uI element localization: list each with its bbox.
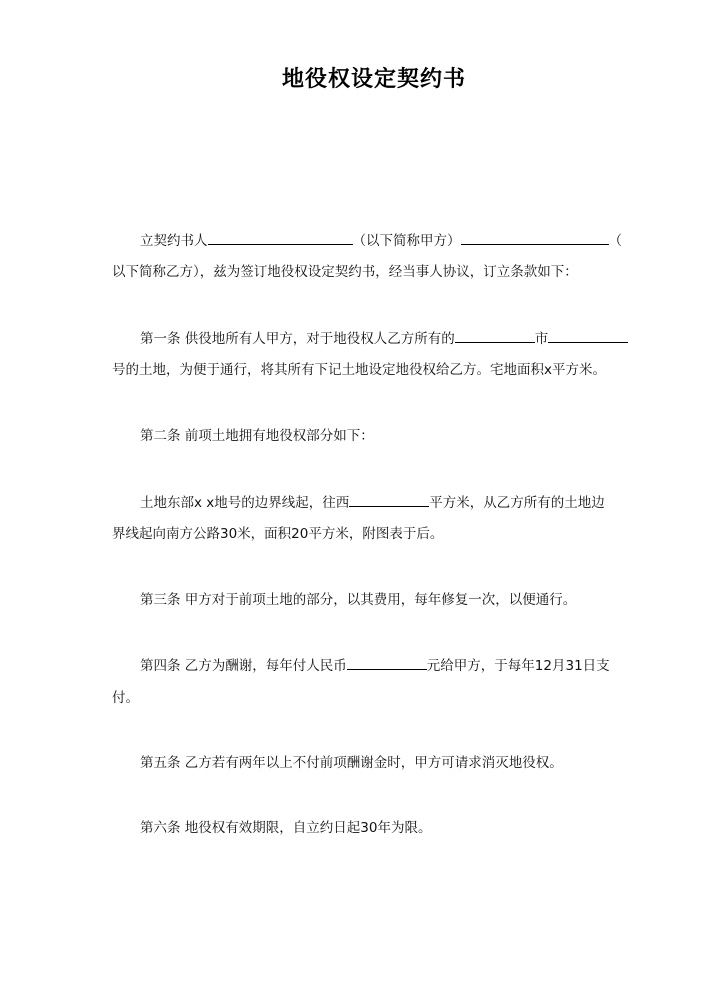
intro-text-a: 立契约书人 (140, 233, 208, 249)
article-1-line-2: 号的土地，为便于通行，将其所有下记土地设定地役权给乙方。宅地面积x平方米。 (112, 362, 606, 378)
article-1-text-b: 市 (534, 331, 549, 347)
article-4-line-2: 付。 (112, 690, 139, 706)
detail-line-2: 界线起向南方公路30米，面积20平方米，附图表于后。 (112, 526, 444, 542)
article-3-line-1: 第三条 甲方对于前项土地的部分，以其费用，每年修复一次，以便通行。 (140, 592, 577, 608)
intro-text-c: （ (608, 233, 622, 249)
article-4-text-b: 元给甲方，于每年12月31日支 (426, 658, 610, 674)
detail-line-1 (140, 492, 605, 512)
intro-line-1 (140, 230, 622, 250)
party-b-name-blank[interactable] (461, 230, 609, 245)
city-blank[interactable] (455, 328, 535, 343)
article-5-line-1: 第五条 乙方若有两年以上不付前项酬谢金时，甲方可请求消灭地役权。 (140, 755, 563, 771)
party-a-name-blank[interactable] (208, 230, 353, 245)
lot-number-blank[interactable] (548, 328, 628, 343)
article-1-line-1 (140, 328, 628, 348)
article-4-line-1 (140, 655, 610, 675)
article-2-line-1: 第二条 前项土地拥有地役权部分如下： (140, 428, 374, 444)
article-6-line-1: 第六条 地役权有效期限，自立约日起30年为限。 (140, 820, 432, 836)
intro-line-2: 以下简称乙方），兹为签订地役权设定契约书，经当事人协议，订立条款如下： (112, 264, 578, 280)
article-1-text-a: 第一条 供役地所有人甲方，对于地役权人乙方所有的 (140, 331, 455, 347)
detail-text-b: 平方米，从乙方所有的土地边 (429, 495, 605, 511)
document-title: 地役权设定契约书 (281, 66, 466, 92)
intro-text-b: （以下简称甲方） (352, 233, 461, 249)
detail-text-a: 土地东部x x地号的边界线起，往西 (140, 495, 350, 511)
payment-amount-blank[interactable] (347, 655, 427, 670)
article-4-text-a: 第四条 乙方为酬谢，每年付人民币 (140, 658, 347, 674)
distance-blank[interactable] (349, 492, 429, 507)
